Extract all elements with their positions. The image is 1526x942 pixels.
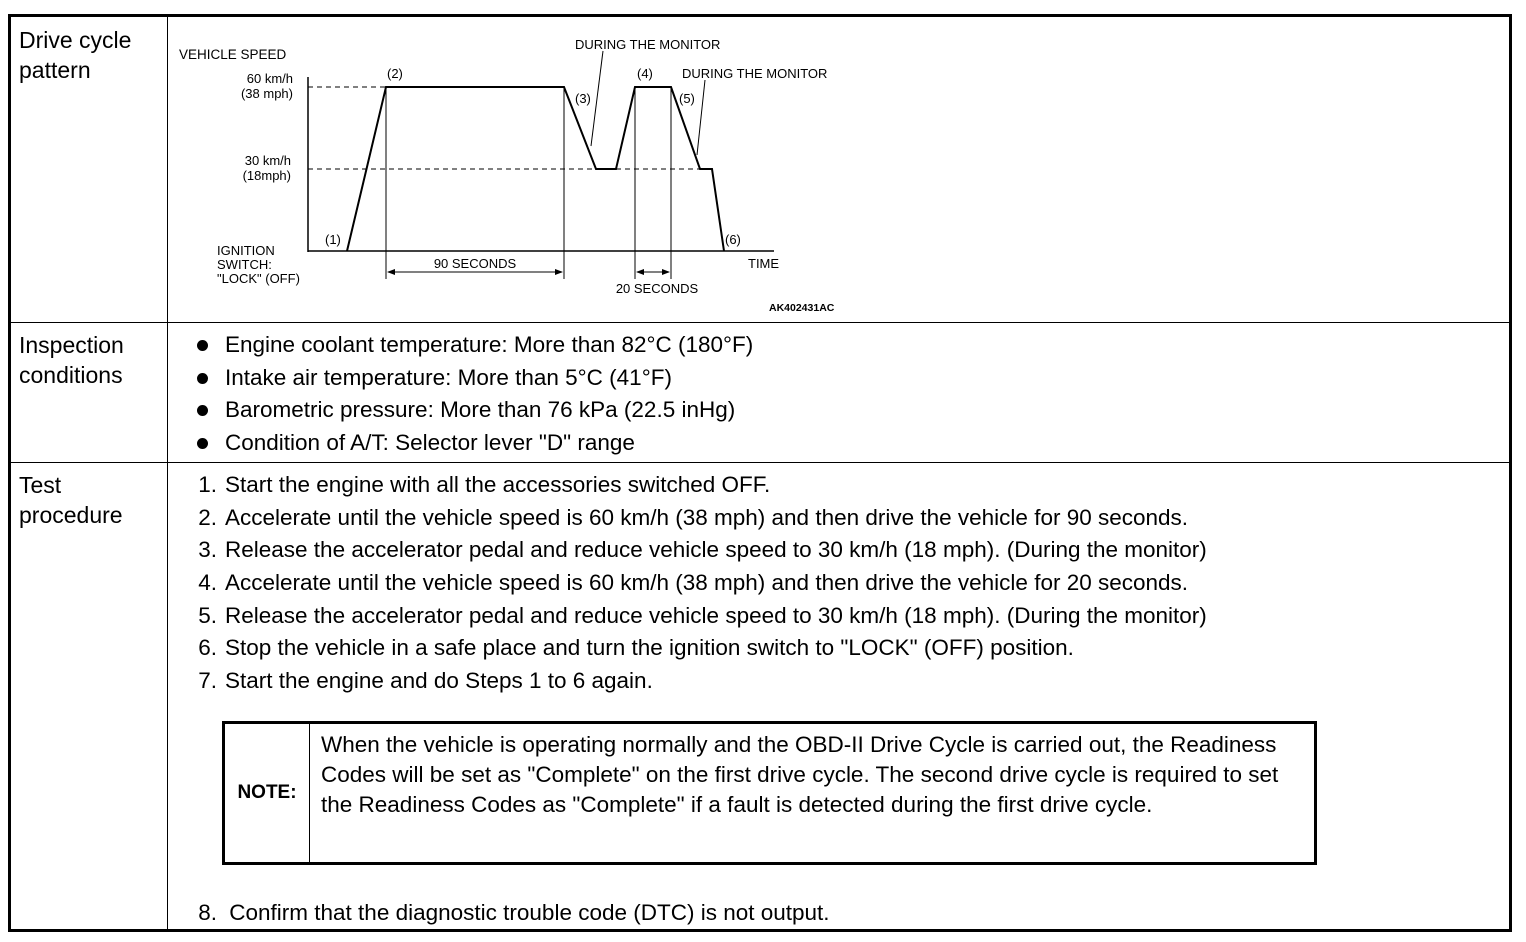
arrow-head-icon bbox=[662, 269, 670, 275]
point-1-label: (1) bbox=[325, 232, 341, 247]
procedure-step-8: 8. Confirm that the diagnostic trouble code (DTC) is not output. bbox=[198, 900, 830, 925]
note-text: When the vehicle is operating normally and the OBD-II Drive Cycle is carried out, the Readiness Codes will be set as "Complete" on the first drive cycle. The second drive cycle is required to set the Readiness Codes as "Complete" if a fault is detected during the first drive cycle. bbox=[321, 732, 1279, 817]
duration-90-label: 90 SECONDS bbox=[433, 256, 517, 271]
arrow-head-icon bbox=[555, 269, 563, 275]
row-divider bbox=[11, 322, 1509, 323]
speed-30-label: 30 km/h bbox=[244, 153, 291, 168]
speed-60-label: 60 km/h bbox=[246, 71, 293, 86]
speed-60-mph-label: (38 mph) bbox=[240, 86, 293, 101]
ignition-label-3: "LOCK" (OFF) bbox=[217, 271, 300, 286]
arrow-head-icon bbox=[636, 269, 644, 275]
ignition-label-2: SWITCH: bbox=[217, 257, 272, 272]
point-2-label: (2) bbox=[387, 66, 403, 81]
point-4-label: (4) bbox=[637, 66, 653, 81]
drive-cycle-table: Drive cycle pattern Inspection conditions Test procedure VEHICLE SPEED 60 km/h (38 mph) 30 km/h (18mph) IGNITION SWITCH: "LOCK" (OFF) TIME (1) (2) (3) (4) (5) (6) DURING THE MONITOR DURING THE MONITOR 90 SECONDS 20 SECONDS AK402431AC Engine coolant temperature: More than 82°C (180°F) Intake air temperature: More than 5°C (41°F) Barometric pressure: More than 76 kPa (22.5 inHg) Condition of A/T: Selector lever "D" range 1. Start the engine with all the accessories switched OFF. 2. Accelerate until the vehicle speed is 60 km/h (38 mph) and then drive the vehicle for 90 seconds. 3. Release the accelerator pedal and reduce vehicle speed to 30 km/h (18 mph). (During the monitor) 4. Accelerate until the vehicle speed is 60 km/h (38 mph) and then drive the vehicle for 20 seconds. 5. Release the accelerator pedal and reduce vehicle speed to 30 km/h (18 mph). (During the monitor) 6. Stop the vehicle in a safe place and turn the ignition switch to "LOCK" (OFF) position. 7. Start the engine and do Steps 1 to 6 again. NOTE: When the vehicle is operating normally and the OBD-II Drive Cycle is carried out, the Readiness Codes will be set as "Complete" on the first drive cycle. The second drive cycle is required to set the Readiness Codes as "Complete" if a fault is detected during the first drive cycle. 8. Confirm that the diagnostic trouble code (DTC) is not output. bbox=[8, 14, 1512, 932]
speed-30-mph-label: (18mph) bbox=[242, 168, 291, 183]
point-6-label: (6) bbox=[725, 232, 741, 247]
drive-cycle-diagram bbox=[171, 17, 871, 322]
note-box bbox=[222, 721, 1317, 865]
duration-20-label: 20 SECONDS bbox=[615, 281, 699, 296]
bullet-icon bbox=[197, 405, 208, 416]
column-divider bbox=[167, 17, 168, 929]
bullet-icon bbox=[197, 373, 208, 384]
point-5-label: (5) bbox=[679, 91, 695, 106]
arrow-head-icon bbox=[387, 269, 395, 275]
note-label: NOTE: bbox=[225, 724, 310, 862]
monitor-pointer-1 bbox=[591, 51, 603, 146]
point-3-label: (3) bbox=[575, 91, 591, 106]
during-monitor-label-2: DURING THE MONITOR bbox=[682, 66, 828, 81]
test-procedure-label: Test procedure bbox=[19, 472, 123, 528]
ignition-label: IGNITION bbox=[217, 243, 275, 258]
figure-code: AK402431AC bbox=[769, 302, 835, 314]
bullet-icon bbox=[197, 438, 208, 449]
during-monitor-label-1: DURING THE MONITOR bbox=[575, 37, 721, 52]
y-axis-title: VEHICLE SPEED bbox=[179, 47, 287, 62]
inspection-conditions-label: Inspection conditions bbox=[19, 332, 124, 388]
x-axis-title: TIME bbox=[748, 256, 780, 271]
row-divider bbox=[11, 462, 1509, 463]
drive-cycle-pattern-label: Drive cycle pattern bbox=[19, 27, 132, 83]
step-8-text: Confirm that the diagnostic trouble code (DTC) is not output. bbox=[229, 900, 830, 925]
monitor-pointer-2 bbox=[697, 80, 705, 155]
bullet-icon bbox=[197, 340, 208, 351]
